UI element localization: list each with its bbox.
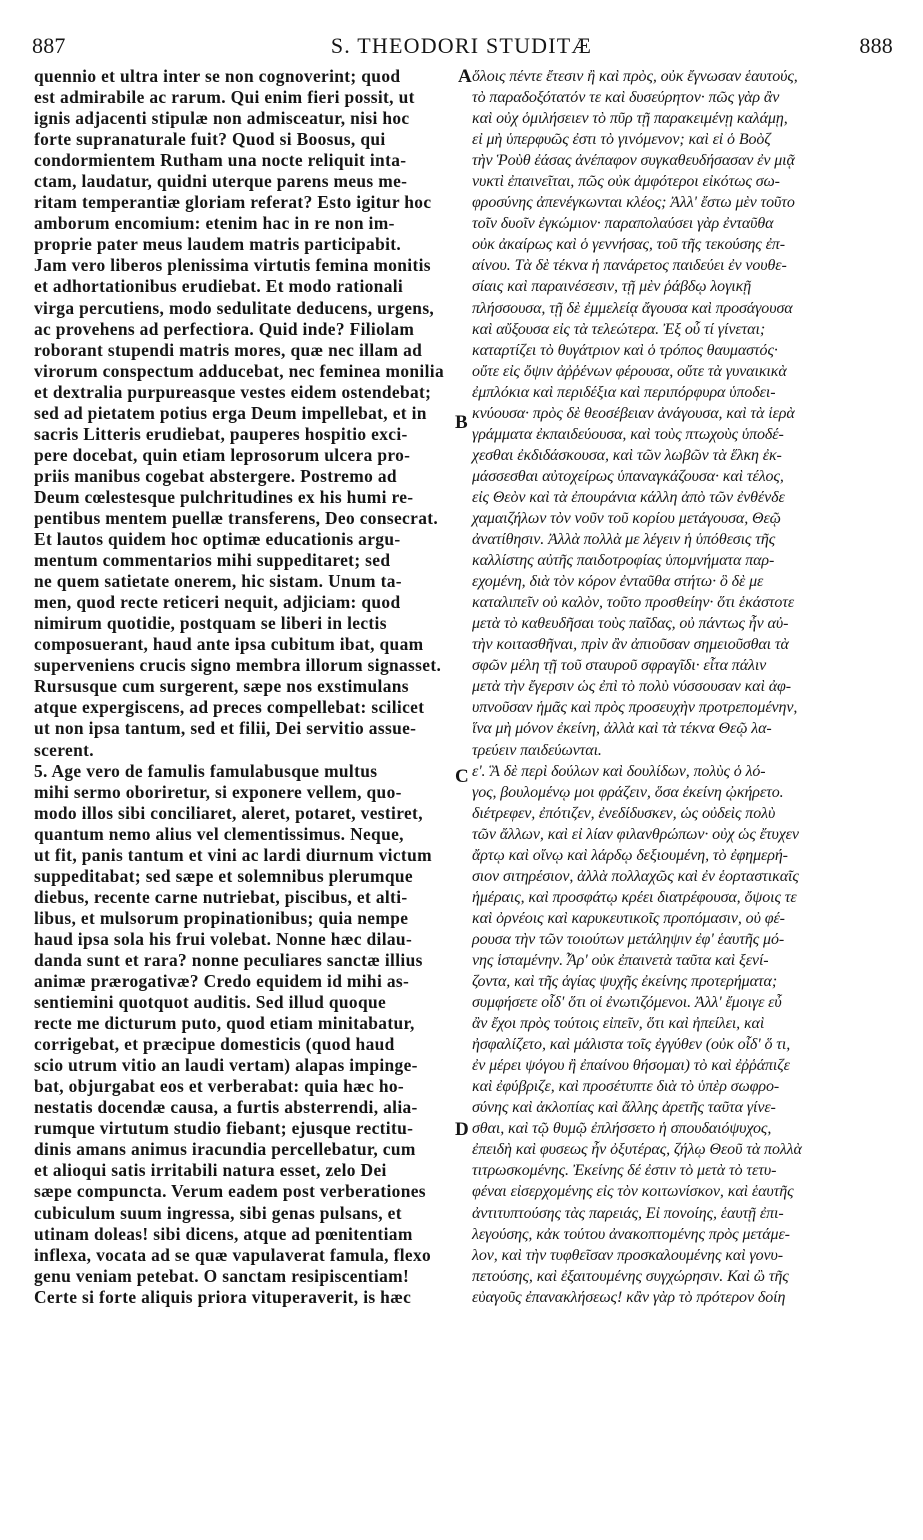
page-header bbox=[0, 0, 923, 70]
running-title: S. THEODORI STUDITÆ bbox=[330, 33, 593, 58]
latin-text-line: ut non ipsa tantum, sed et filii, Dei servitio assue- bbox=[34, 718, 417, 739]
greek-text-line: φέναι εἰσερχομένης εἰς τὸν κοιτωνίσκον, καὶ ἑαυτῆς bbox=[472, 1183, 794, 1201]
greek-text-line: κνύουσα· πρὸς δὲ θεοσέβειαν ἀνάγουσα, καὶ τὰ ἱερὰ bbox=[472, 404, 795, 422]
greek-text-line: σθαι, καὶ τῷ θυμῷ ἐπλήσσετο ἡ σπουδαιόψυχος, bbox=[472, 1120, 772, 1138]
greek-text-line: εἰ μὴ ὑπερφυῶς ἐστι τὸ γινόμενον; καὶ εἰ ὁ Βοὸζ bbox=[472, 131, 771, 149]
greek-text-line: λεγούσης, κἀκ τούτου ἀνακοπτομένης πρὸς μετάμε- bbox=[472, 1225, 790, 1243]
greek-text-line: ἄρτῳ καὶ οἴνῳ καὶ λάρδῳ δεξιουμένη, τὸ ἐφημερή- bbox=[472, 846, 788, 864]
latin-text-line: et dextralia purpureasque vestes eidem ostendebat; bbox=[34, 381, 432, 402]
greek-text-line: ε'. Ἃ δὲ περὶ δούλων καὶ δουλίδων, πολὺς ὁ λό- bbox=[472, 762, 766, 780]
latin-text-line: Et lautos quidem hoc optimæ educationis argu- bbox=[34, 529, 401, 550]
greek-text-line: σίαις καὶ παραινέσεσιν, τῇ μὲν ῥάβδῳ λογικῇ bbox=[472, 278, 752, 296]
latin-column bbox=[34, 66, 454, 1308]
greek-text-line: αίνου. Τὰ δὲ τέκνα ἡ πανάρετος παιδεύει ἐν νουθε- bbox=[472, 257, 787, 275]
greek-text-line: υπνοῦσαν ἡμᾶς καὶ πρὸς προσευχὴν προτρεπομένην, bbox=[472, 699, 798, 717]
greek-text-line: τὸ παραδοξότατόν τε καὶ δυσεύρητον· πῶς γὰρ ἂν bbox=[472, 89, 780, 107]
greek-text-line: τοῖν δυοῖν ἐγκώμιον· παραπολαύσει γὰρ ἐνταῦθα bbox=[472, 215, 774, 233]
latin-text-line: roborant stupendi matris mores, quæ nec illam ad bbox=[34, 339, 423, 360]
greek-text-line: πετούσης, καὶ ἐξαιτουμένης συγχώρησιν. Καὶ ὢ τῆς bbox=[472, 1267, 789, 1285]
latin-text-line: ut fit, panis tantum et vini ac lardi diurnum victum bbox=[34, 844, 432, 865]
latin-text-line: bat, objurgabat eos et verberabat: quia hæc ho- bbox=[34, 1076, 405, 1097]
section-marker-b: B bbox=[455, 412, 468, 433]
greek-text-line: ἐπειδὴ καὶ φυσεως ἦν ὀξυτέρας, ζήλῳ Θεοῦ τὰ πολλὰ bbox=[472, 1141, 802, 1159]
greek-text-line: διέτρεφεν, ἐπότιζεν, ἐνεδίδυσκεν, ὡς οὐδεὶς πολὺ bbox=[472, 804, 776, 822]
latin-text-line: sed ad pietatem potius erga Deum impellebat, et in bbox=[34, 402, 427, 423]
latin-text-line: pentibus mentem puellæ transferens, Deo consecrat. bbox=[34, 507, 439, 528]
latin-text-line: Rursusque cum surgerent, sæpe nos exstimulans bbox=[34, 676, 409, 697]
section-marker-a: A bbox=[458, 66, 472, 87]
latin-text-line: ne quem satietate onerem, hic sistam. Unum ta- bbox=[34, 571, 402, 592]
latin-text-line: animæ prærogativæ? Credo equidem id mihi as- bbox=[34, 971, 410, 992]
latin-text-line: ctam, laudatur, quidni uterque parens meus me- bbox=[34, 171, 408, 192]
latin-text-line: corrigebat, et præcipue domesticis (quod haud bbox=[34, 1034, 395, 1055]
section-marker-d: D bbox=[455, 1119, 469, 1140]
greek-text-line: τρεύειν παιδεύωνται. bbox=[472, 741, 602, 759]
page-number-left: 887 bbox=[32, 33, 66, 58]
latin-text-line: ac provehens ad perfectiora. Quid inde? Filiolam bbox=[34, 318, 415, 339]
latin-text-line: scerent. bbox=[34, 739, 94, 760]
latin-text-line: composuerant, haud ante ipsa cubitum ibat, quam bbox=[34, 634, 424, 655]
greek-text-line: εἰς Θεὸν καὶ τὰ ἐπουράνια κάλλη ἀπὸ τῶν ἐνθένδε bbox=[472, 488, 785, 506]
latin-text-line: genu veniam petebat. O sanctam resipiscentiam! bbox=[34, 1265, 410, 1286]
latin-text-line: suppeditabat; sed sæpe et solemnibus plerumque bbox=[34, 865, 413, 886]
greek-text-line: καταρτίζει τὸ θυγάτριον καὶ ὁ τρόπος θαυμαστός· bbox=[472, 341, 778, 359]
latin-text-line: Deum cœlestesque pulchritudines ex his humi re- bbox=[34, 486, 414, 507]
greek-text-line: καὶ οὐχ ὁμιλήσειεν τὸ πῦρ τῇ παρακειμένῃ καλάμῃ, bbox=[472, 110, 788, 128]
latin-text-line: ritam temperantiæ gloriam referat? Esto igitur hoc bbox=[34, 192, 432, 213]
greek-text-line: σιον σιτηρέσιον, ἀλλὰ πολλαχῶς καὶ ἐν ἑορταστικαῖς bbox=[472, 867, 799, 885]
latin-text-line: virga percutiens, modo sedulitate deducens, urgens, bbox=[34, 297, 435, 318]
greek-text-line: ἠσφαλίζετο, καὶ μάλιστα τοῖς ἐγγύθεν (οὐκ οἶδ' ὅ τι, bbox=[472, 1036, 791, 1054]
latin-text-line: sacris Litteris erudiebat, pauperes hospitio exci- bbox=[34, 423, 408, 444]
latin-text-line: amborum encomium: etenim hac in re non im- bbox=[34, 213, 395, 234]
latin-text-line: et adhortationibus erudiebat. Et modo rationali bbox=[34, 276, 404, 297]
latin-text-line: sæpe compuncta. Verum eadem post verberationes bbox=[34, 1181, 426, 1202]
latin-text-line: proprie pater meus laudem matris participabit. bbox=[34, 234, 402, 255]
latin-text-line: et alioqui satis irritabili natura esset, zelo Dei bbox=[34, 1160, 387, 1181]
greek-text-line: καλλίστης αὐτῆς παιδοτροφίας ὑπομνήματα παρ- bbox=[472, 552, 775, 570]
greek-text-line: καὶ ὀρνέοις καὶ καρυκευτικοῖς προπόμασιν, οὐ φέ- bbox=[472, 909, 785, 927]
latin-text-line: pere docebat, quin etiam leprosorum ulcera pro- bbox=[34, 444, 411, 465]
latin-text-line: recte me dicturum puto, quod etiam minitabatur, bbox=[34, 1013, 415, 1034]
greek-text-line: τιτρωσκομένης. Ἐκείνης δέ ἐστιν τὸ μετὰ τὸ τετυ- bbox=[472, 1162, 777, 1180]
greek-text-line: σύνης καὶ ἀκλοπίας καὶ ἄλλης ἀρετῆς ταῦτα γίνε- bbox=[472, 1099, 776, 1117]
greek-text-line: ὅλοις πέντε ἔτεσιν ἢ καὶ πρὸς, οὐκ ἔγνωσαν ἑαυτούς, bbox=[472, 68, 798, 85]
latin-text-line: condormientem Rutham una nocte reliquit inta- bbox=[34, 150, 407, 171]
latin-text-line: diebus, recente carne nutriebat, piscibus, et alti- bbox=[34, 886, 408, 907]
latin-text-line: virorum conspectum adducebat, nec feminea monilia bbox=[34, 360, 445, 381]
latin-text-line: nestatis docendæ causa, a furtis absterrendi, alia- bbox=[34, 1097, 418, 1118]
latin-text-line: sentiemini quotquot auditis. Sed illud quoque bbox=[34, 992, 387, 1013]
greek-column bbox=[472, 66, 890, 1308]
latin-text-line: dinis amans animus iracundia percellebatur, cum bbox=[34, 1139, 416, 1160]
greek-text-line: οὔτε εἰς ὄψιν ἀῤῥένων φέρουσα, οὔτε τὰ γυναικικὰ bbox=[472, 362, 787, 380]
latin-text-line: forte supranaturale fuit? Quod si Boosus, qui bbox=[34, 129, 386, 150]
latin-text-line: quantum nemo alius vel clementissimus. Neque, bbox=[34, 823, 404, 844]
greek-text-line: ἂν ἔχοι πρὸς τούτοις εἰπεῖν, ὅτι καὶ ἠπείλει, καὶ bbox=[472, 1015, 765, 1033]
latin-text-line: atque expergiscens, ad preces compellebat: scilicet bbox=[34, 697, 425, 718]
latin-text-line: mentum commentarios mihi suppeditaret; sed bbox=[34, 550, 391, 571]
latin-text-line: Jam vero liberos plenissima virtutis femina monitis bbox=[34, 255, 431, 276]
greek-text-line: χεσθαι ἐκδιδάσκουσα, καὶ τῶν λωβῶν τὰ ἕλκη ἐκ- bbox=[472, 446, 782, 464]
greek-text-line: ἐν μέρει ψόγου ἢ ἐπαίνου θήσομαι) τὸ καὶ ἐῤῥάπιζε bbox=[472, 1057, 790, 1075]
latin-text-line: priis manibus cogebat abstergere. Postremo ad bbox=[34, 465, 397, 486]
greek-text-line: καὶ ἐφύβριζε, καὶ προσέτυπτε διὰ τὸ ὑπὲρ σωφρο- bbox=[472, 1078, 780, 1096]
latin-text-line: 5. Age vero de famulis famulabusque multus bbox=[34, 760, 378, 781]
greek-text-line: τὴν Ῥοὺθ ἐάσας ἀνέπαφον συγκαθευδήσασαν ἐν μιᾷ bbox=[472, 152, 795, 170]
greek-text-line: καὶ αὔξουσα εἰς τὰ τελεώτερα. Ἐξ οὗ τί γίνεται; bbox=[472, 320, 766, 338]
greek-text-line: ἐμπλόκια καὶ περιδέξια καὶ περιπόρφυρα ὑποδει- bbox=[472, 383, 776, 401]
latin-text-line: inflexa, vocata ad se quæ vapulaverat famula, flexo bbox=[34, 1244, 432, 1265]
greek-text-line: εχομένη, διὰ τὸν κόρον ἐνταῦθα στήτω· ὃ δὲ με bbox=[472, 573, 764, 591]
latin-text-line: quennio et ultra inter se non cognoverint; quod bbox=[34, 66, 401, 86]
latin-text-line: est admirabile ac rarum. Qui enim fieri possit, ut bbox=[34, 87, 415, 108]
latin-text-line: Certe si forte aliquis priora vituperaverit, is hæc bbox=[34, 1286, 412, 1307]
greek-text-line: καταλιπεῖν οὐ καλὸν, τοῦτο προσθείην· ὅτι ἑκάστοτε bbox=[472, 594, 795, 612]
greek-text-line: γος, βουλομένῳ μοι φράζειν, ὅσα ἐκείνη ᾠκήρετο. bbox=[472, 783, 784, 801]
latin-text-line: modo illos sibi conciliaret, aleret, potaret, vestiret, bbox=[34, 802, 423, 823]
greek-text-line: γράμματα ἐκπαιδεύουσα, καὶ τοὺς πτωχοὺς ὑποδέ- bbox=[472, 425, 784, 443]
greek-text-line: ζοντα, καὶ τῆς ἁγίας ψυχῆς ἐκείνης προτερήματα; bbox=[472, 973, 778, 991]
latin-text-line: libus, et mulsorum propinationibus; quia nempe bbox=[34, 907, 409, 928]
latin-text-line: danda sunt et rara? nonne peculiares sanctæ illius bbox=[34, 949, 423, 970]
latin-text-line: mihi sermo oboriretur, si exponere vellem, quo- bbox=[34, 781, 402, 802]
greek-text-line: μάσσεσθαι αὐτοχείρως ὑπαναγκάζουσα· καὶ τέλος, bbox=[472, 467, 784, 485]
greek-text-line: πλήσσουσα, τῇ δὲ ἐμμελείᾳ ἄγουσα καὶ προσάγουσα bbox=[472, 299, 793, 317]
greek-text-line: σφῶν μέλη τῇ τοῦ σταυροῦ σφραγῖδι· εἶτα πάλιν bbox=[472, 657, 767, 675]
greek-text-line: μετὰ τὸ καθευδῆσαι τοὺς παῖδας, οὐ πάντως ἦν αὐ- bbox=[472, 615, 789, 633]
greek-text-line: χαμαιζήλων τὸν νοῦν τοῦ κορίου μετάγουσα, Θεῷ bbox=[472, 509, 781, 527]
latin-text-line: nimirum quotidie, postquam se liberi in lectis bbox=[34, 613, 387, 634]
latin-text-line: cubiculum suum ingressa, sibi genas pulsans, et bbox=[34, 1202, 402, 1223]
latin-text-line: superveniens crucis signo membra illorum signasset. bbox=[34, 655, 442, 676]
greek-text-line: τῶν ἄλλων, καὶ εἰ λίαν φιλανθρώπων· οὐχ ὡς ἔτυχεν bbox=[472, 825, 799, 843]
page-number-right: 888 bbox=[859, 33, 893, 58]
latin-text-line: rumque virtutum studio fiebant; ejusque rectitu- bbox=[34, 1118, 414, 1139]
greek-text-line: οὐκ ἀκαίρως καὶ ὁ γεννήσας, τοῦ τῆς τεκούσης ἐπ- bbox=[472, 236, 785, 254]
greek-text-line: συμφήσετε οἶδ' ὅτι οἱ ἐνωτιζόμενοι. Ἀλλ' ἔμοιγε εὖ bbox=[472, 994, 782, 1012]
latin-text-line: haud ipsa sola his frui volebat. Nonne hæc dilau- bbox=[34, 928, 413, 949]
greek-text-line: μετὰ τὴν ἔγερσιν ὡς ἐπὶ τὸ πολὺ νύσσουσαν καὶ ἀφ- bbox=[472, 678, 791, 696]
greek-text-line: ἵνα μὴ μόνον ἐκείνη, ἀλλὰ καὶ τὰ τέκνα Θεῷ λα- bbox=[472, 720, 772, 738]
greek-text-line: εὐαγοῦς ἐπανακλήσεως! κἂν γὰρ τὸ πρότερον δοίη bbox=[472, 1288, 786, 1306]
greek-text-line: νυκτὶ ἐπαινεῖται, πῶς οὐκ ἀμφότεροι εἰκότως σω- bbox=[472, 173, 780, 191]
latin-text-line: men, quod recte reticeri nequit, adjiciam: quod bbox=[34, 592, 401, 613]
greek-text-line: ἡμέραις, καὶ προσφάτῳ κρέει διατρέφουσα, ὄψοις τε bbox=[472, 888, 797, 906]
greek-text-line: φροσύνης ἀπενέγκωνται κλέος; Ἀλλ' ἔστω μὲν τοῦτο bbox=[472, 194, 795, 212]
greek-text-line: τὴν κοιτασθῆναι, πρὶν ἂν ἀπιοῦσαν σημειοῦσθαι τὰ bbox=[472, 636, 789, 654]
greek-text-line: ἀνατίθησιν. Ἀλλὰ πολλὰ με λέγειν ἡ ὑπόθεσις τῆς bbox=[472, 531, 776, 549]
section-marker-c: C bbox=[455, 766, 469, 787]
latin-text-line: utinam doleas! sibi dicens, atque ad pœnitentiam bbox=[34, 1223, 413, 1244]
greek-text-line: νης ἱσταμένην. Ἆρ' οὐκ ἐπαινετὰ ταῦτα καὶ ξενί- bbox=[472, 951, 769, 969]
greek-text-line: ἀντιτυπτούσης τὰς παρειάς, Εἰ πονοίης, ἑαυτῇ ἐπι- bbox=[472, 1204, 784, 1222]
greek-text-line: λον, καὶ τὴν τυφθεῖσαν προσκαλουμένης καὶ γονυ- bbox=[472, 1246, 783, 1264]
latin-text-line: scio utrum vitio an laudi vertam) alapas impinge- bbox=[34, 1055, 418, 1076]
latin-text-line: ignis adjacenti stipulæ non admisceatur, nisi hoc bbox=[34, 108, 410, 129]
greek-text-line: ρουσα τὴν τῶν τοιούτων μετάληψιν ἐφ' ἑαυτῆς μό- bbox=[472, 930, 785, 948]
